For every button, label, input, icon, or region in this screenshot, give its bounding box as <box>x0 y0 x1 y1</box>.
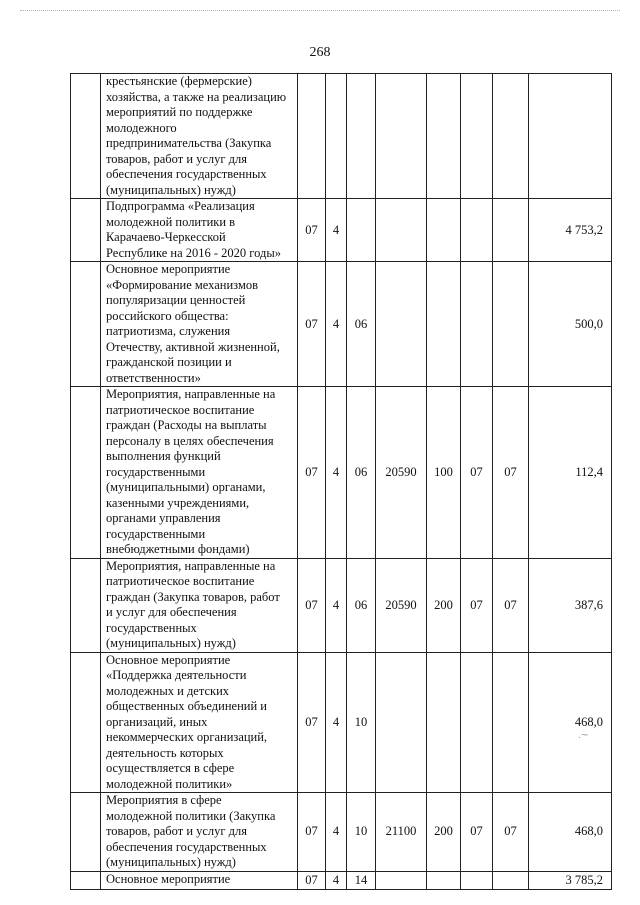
table-row <box>71 652 612 793</box>
item-description-line: (муниципальных) нужд) <box>106 636 236 650</box>
item-description-line: выполнения функций <box>106 449 221 463</box>
code-cell-c1: 07 <box>298 387 326 559</box>
item-description-line: организаций, иных <box>106 714 208 729</box>
code-cell-c6 <box>461 74 493 199</box>
item-description-line: (муниципальных) нужд) <box>106 182 236 197</box>
code-cell-c2: 4 <box>326 199 347 262</box>
budget-table <box>70 73 612 890</box>
item-description-line: молодежной политики в <box>106 214 236 229</box>
item-description-line: (муниципальными) органами, <box>106 480 266 494</box>
item-description-line: персоналу в целях обеспечения <box>106 433 274 448</box>
item-description <box>101 558 298 652</box>
code-cell-c6: 07 <box>461 387 493 559</box>
code-cell-c3: 14 <box>347 871 376 889</box>
row-number-cell <box>71 871 101 889</box>
item-description <box>101 199 298 262</box>
item-description-line: ответственности» <box>106 370 201 385</box>
item-description-line: Карачаево-Черкесской <box>106 230 226 244</box>
row-number-cell <box>71 652 101 793</box>
code-cell-c5 <box>427 652 461 793</box>
item-description-line: хозяйства, а также на реализацию <box>106 89 287 104</box>
code-cell-c2: 4 <box>326 262 347 387</box>
item-description-line: Мероприятия в сфере <box>106 793 222 807</box>
code-cell-c4 <box>376 652 427 793</box>
code-cell-c3 <box>347 199 376 262</box>
table-row <box>71 74 612 199</box>
code-cell-c5 <box>427 74 461 199</box>
table-row <box>71 387 612 559</box>
code-cell-c6 <box>461 871 493 889</box>
code-cell-c2 <box>326 74 347 199</box>
amount-cell: 3 785,2 <box>529 871 612 889</box>
item-description-line: Основное мероприятие <box>106 871 231 886</box>
item-description <box>101 387 298 559</box>
item-description-line: Основное мероприятие <box>106 652 231 667</box>
item-description-line: деятельность которых <box>106 745 224 760</box>
code-cell-c4 <box>376 262 427 387</box>
code-cell-c6 <box>461 199 493 262</box>
item-description-line: государственных <box>106 620 197 635</box>
page-number: 268 <box>309 45 331 60</box>
code-cell-c4 <box>376 74 427 199</box>
code-cell-c7: 07 <box>493 793 529 872</box>
code-cell-c3: 06 <box>347 558 376 652</box>
item-description <box>101 652 298 793</box>
item-description-line: Мероприятия, направленные на <box>106 558 276 573</box>
code-cell-c7 <box>493 199 529 262</box>
item-description-line: крестьянские (фермерские) <box>106 74 252 88</box>
amount-cell: 500,0 <box>529 262 612 387</box>
code-cell-c5 <box>427 871 461 889</box>
code-cell-c6 <box>461 262 493 387</box>
table-row <box>71 262 612 387</box>
code-cell-c6: 07 <box>461 793 493 872</box>
row-number-cell <box>71 262 101 387</box>
code-cell-c7 <box>493 871 529 889</box>
item-description-line: органами управления <box>106 511 221 525</box>
item-description <box>101 74 298 199</box>
item-description-line: молодежных и детских <box>106 683 230 698</box>
item-description-line: российского общества: <box>106 308 229 323</box>
item-description-line: осуществляется в сфере <box>106 761 235 775</box>
item-description-line: и услуг для обеспечения <box>106 605 237 619</box>
table-row <box>71 199 612 262</box>
code-cell-c7: 07 <box>493 387 529 559</box>
item-description-line: Подпрограмма «Реализация <box>106 199 255 213</box>
code-cell-c1: 07 <box>298 652 326 793</box>
item-description-line: товаров, работ и услуг для <box>106 151 248 166</box>
item-description-line: мероприятий по поддержке <box>106 105 253 119</box>
code-cell-c4: 21100 <box>376 793 427 872</box>
item-description-line: популяризации ценностей <box>106 293 246 307</box>
code-cell-c7 <box>493 74 529 199</box>
item-description-line: молодежной политики» <box>106 776 233 791</box>
code-cell-c4 <box>376 871 427 889</box>
item-description-line: «Формирование механизмов <box>106 277 259 292</box>
item-description-line: общественных объединений и <box>106 699 267 713</box>
item-description <box>101 262 298 387</box>
code-cell-c3: 10 <box>347 793 376 872</box>
code-cell-c1: 07 <box>298 262 326 387</box>
code-cell-c2: 4 <box>326 793 347 872</box>
item-description-line: Республике на 2016 - 2020 годы» <box>106 245 281 260</box>
code-cell-c3: 06 <box>347 262 376 387</box>
code-cell-c6 <box>461 652 493 793</box>
code-cell-c1: 07 <box>298 558 326 652</box>
code-cell-c1 <box>298 74 326 199</box>
item-description-line: государственными <box>106 526 206 541</box>
amount-cell <box>529 74 612 199</box>
item-description <box>101 871 298 889</box>
item-description-line: (муниципальных) нужд) <box>106 855 236 869</box>
amount-cell: 387,6 <box>529 558 612 652</box>
row-number-cell <box>71 387 101 559</box>
item-description-line: Основное мероприятие <box>106 262 231 276</box>
item-description-line: Отечеству, активной жизненной, <box>106 339 280 354</box>
item-description-line: товаров, работ и услуг для <box>106 824 248 838</box>
code-cell-c3 <box>347 74 376 199</box>
scan-top-edge <box>20 10 620 19</box>
item-description-line: патриотическое воспитание <box>106 402 255 417</box>
amount-cell: 4 753,2 <box>529 199 612 262</box>
item-description-line: Мероприятия, направленные на <box>106 387 276 401</box>
code-cell-c7: 07 <box>493 558 529 652</box>
code-cell-c1: 07 <box>298 871 326 889</box>
code-cell-c1: 07 <box>298 199 326 262</box>
item-description-line: молодежной политики (Закупка <box>106 808 276 823</box>
code-cell-c5 <box>427 199 461 262</box>
code-cell-c2: 4 <box>326 652 347 793</box>
scan-mark: .∼ <box>578 730 589 741</box>
code-cell-c2: 4 <box>326 871 347 889</box>
item-description-line: молодежного <box>106 120 177 135</box>
code-cell-c4 <box>376 199 427 262</box>
row-number-cell <box>71 199 101 262</box>
amount-cell: 112,4 <box>529 387 612 559</box>
item-description-line: предпринимательства (Закупка <box>106 136 272 150</box>
budget-table-body <box>71 74 612 890</box>
amount-cell: 468,0 <box>529 652 612 793</box>
code-cell-c6: 07 <box>461 558 493 652</box>
code-cell-c2: 4 <box>326 558 347 652</box>
amount-cell: 468,0 <box>529 793 612 872</box>
code-cell-c7 <box>493 262 529 387</box>
item-description-line: обеспечения государственных <box>106 167 267 181</box>
table-row <box>71 871 612 889</box>
item-description-line: обеспечения государственных <box>106 839 267 854</box>
item-description-line: патриотизма, служения <box>106 324 231 338</box>
item-description-line: внебюджетными фондами) <box>106 542 250 556</box>
item-description-line: некоммерческих организаций, <box>106 730 268 744</box>
item-description-line: «Поддержка деятельности <box>106 668 247 682</box>
table-row <box>71 793 612 872</box>
code-cell-c3: 06 <box>347 387 376 559</box>
code-cell-c4: 20590 <box>376 387 427 559</box>
table-row <box>71 558 612 652</box>
code-cell-c5 <box>427 262 461 387</box>
item-description-line: граждан (Расходы на выплаты <box>106 418 267 432</box>
code-cell-c7 <box>493 652 529 793</box>
code-cell-c4: 20590 <box>376 558 427 652</box>
code-cell-c5: 200 <box>427 558 461 652</box>
code-cell-c2: 4 <box>326 387 347 559</box>
row-number-cell <box>71 74 101 199</box>
item-description-line: государственными <box>106 464 206 479</box>
item-description-line: граждан (Закупка товаров, работ <box>106 589 280 604</box>
code-cell-c5: 200 <box>427 793 461 872</box>
code-cell-c1: 07 <box>298 793 326 872</box>
row-number-cell <box>71 558 101 652</box>
code-cell-c3: 10 <box>347 652 376 793</box>
item-description-line: гражданской позиции и <box>106 355 232 369</box>
item-description-line: казенными учреждениями, <box>106 495 250 510</box>
code-cell-c5: 100 <box>427 387 461 559</box>
row-number-cell <box>71 793 101 872</box>
item-description <box>101 793 298 872</box>
item-description-line: патриотическое воспитание <box>106 574 255 588</box>
